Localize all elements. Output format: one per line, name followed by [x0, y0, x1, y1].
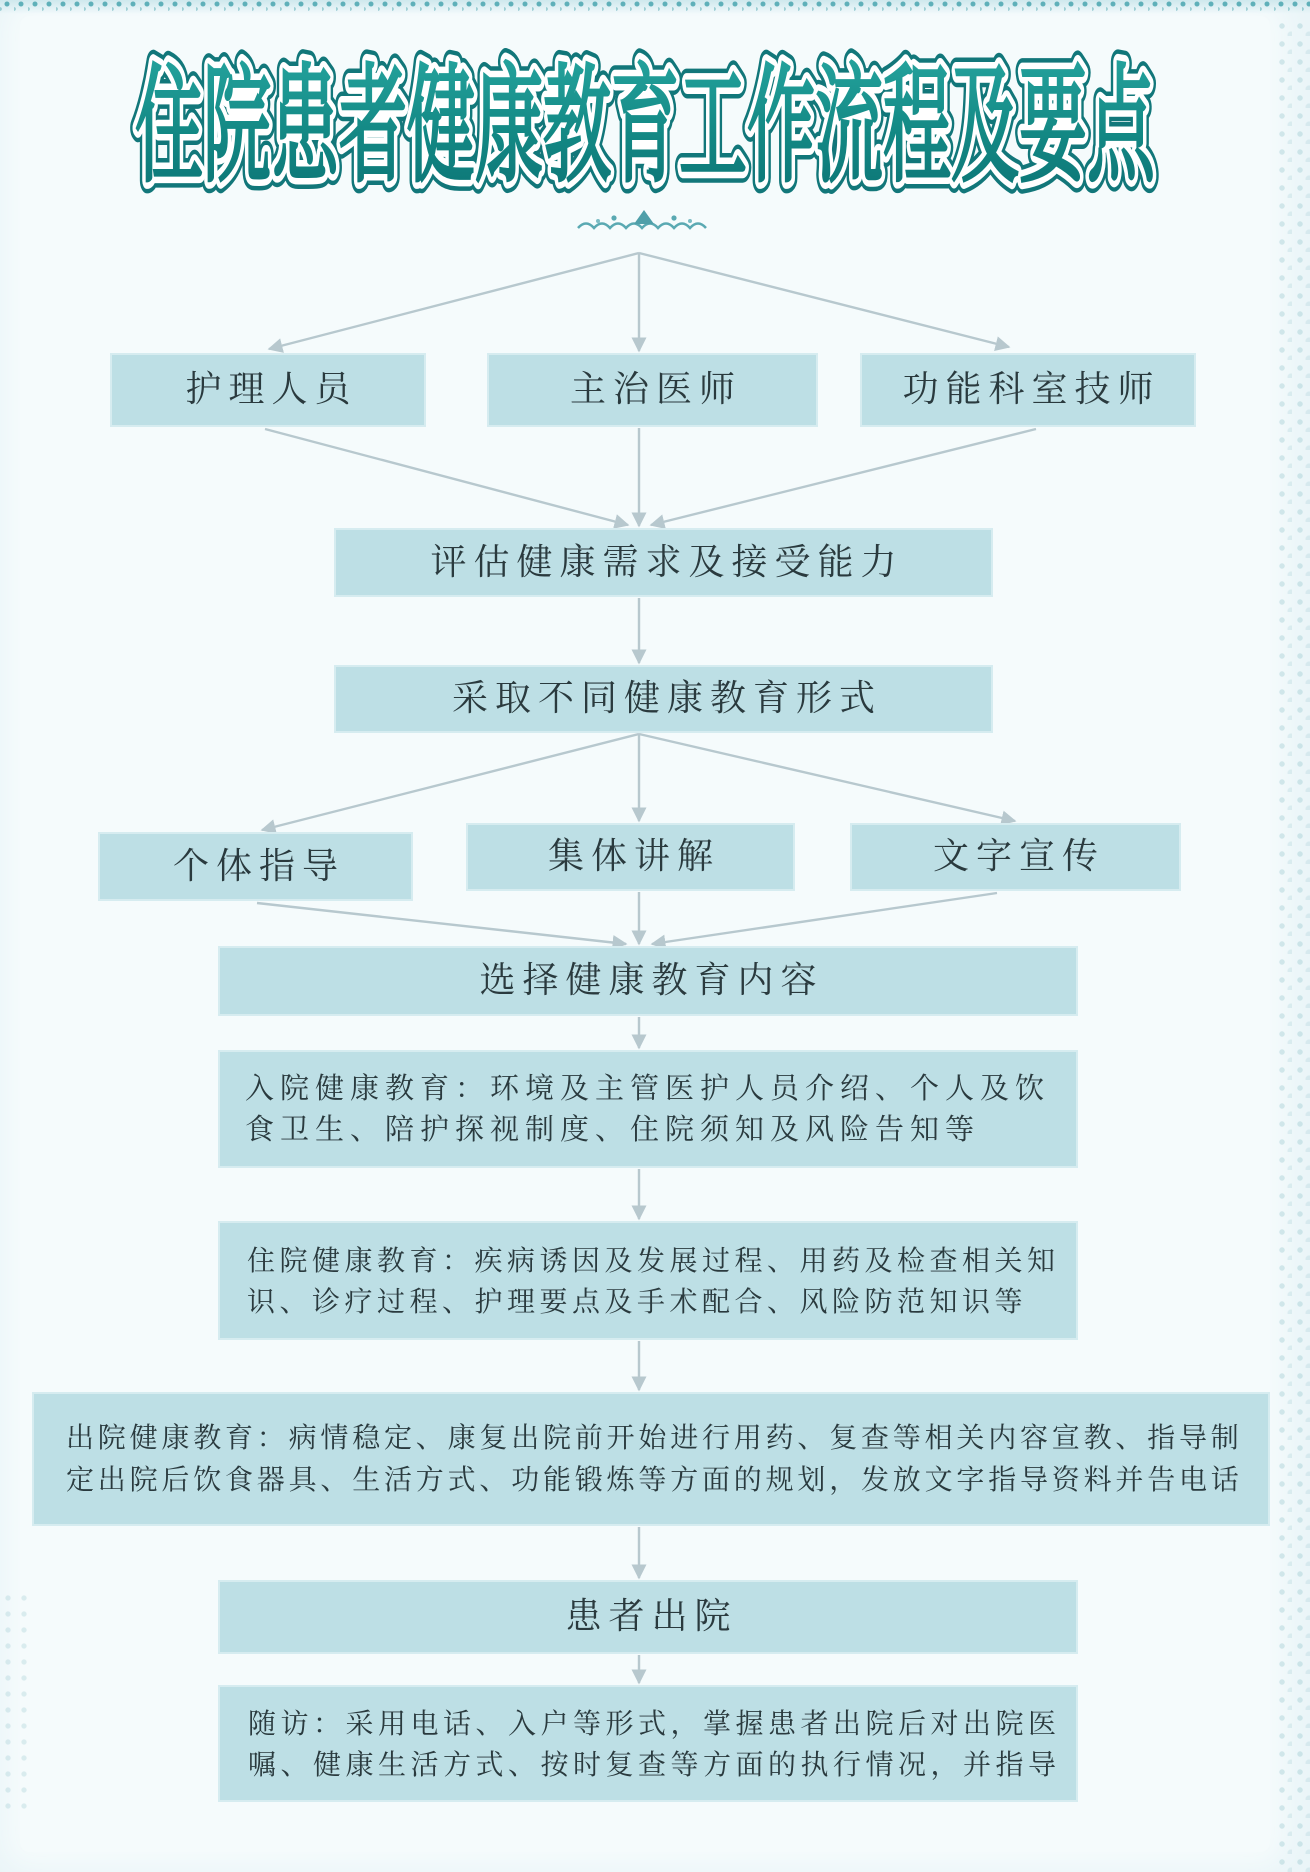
education-forms-step-label: 采取不同健康教育形式 [451, 678, 882, 719]
arrow-technician-to-assessment [651, 429, 1036, 525]
form-box-written [850, 823, 1181, 891]
arrow-forms-step-to-individual [262, 734, 639, 830]
arrow-forms-step-to-written [639, 734, 1015, 821]
form-label: 文字宣传 [932, 836, 1105, 877]
role-label: 主治医师 [569, 369, 742, 410]
role-label: 功能科室技师 [902, 369, 1161, 410]
arrow-written-to-content [652, 893, 997, 944]
role-box-nurse [110, 353, 426, 427]
discharge-box [218, 1580, 1078, 1654]
follow-up-line: 随访：采用电话、入户等形式，掌握患者出院后对出院医 [248, 1706, 1061, 1740]
role-box-technician [860, 353, 1196, 427]
arrow-individual-to-content [257, 903, 626, 944]
form-box-individual [98, 832, 413, 901]
content-selection-box [218, 946, 1078, 1016]
discharge-education-box [32, 1392, 1270, 1526]
inpatient-education-line: 识、诊疗过程、护理要点及手术配合、风险防范知识等 [247, 1284, 1028, 1318]
discharge-education-line: 定出院后饮食器具、生活方式、功能锻炼等方面的规划，发放文字指导资料并告电话 [66, 1463, 1243, 1496]
page-title: 住院患者健康教育工作流程及要点 [135, 52, 1157, 201]
follow-up-box [218, 1685, 1078, 1802]
admission-education-box [218, 1050, 1078, 1168]
discharge-label: 患者出院 [565, 1596, 738, 1637]
follow-up-line: 嘱、健康生活方式、按时复查等方面的执行情况，并指导 [248, 1747, 1061, 1781]
arrow-start-to-nurse [269, 253, 639, 349]
education-forms-step-box [334, 665, 993, 733]
admission-education-line: 食卫生、陪护探视制度、住院须知及风险告知等 [245, 1112, 981, 1146]
assessment-label: 评估健康需求及接受能力 [430, 541, 904, 583]
assessment-box [334, 528, 993, 597]
role-label: 护理人员 [185, 369, 358, 410]
admission-education-line: 入院健康教育：环境及主管医护人员介绍、个人及饮 [245, 1071, 1051, 1105]
arrow-start-to-technician [639, 253, 1009, 347]
discharge-education-line: 出院健康教育：病情稳定、康复出院前开始进行用药、复查等相关内容宣教、指导制 [66, 1421, 1243, 1454]
form-label: 个体指导 [172, 845, 345, 887]
role-box-attending-physician [487, 353, 818, 427]
page-title-outline: 住院患者健康教育工作流程及要点 [135, 52, 1157, 201]
inpatient-education-box [218, 1221, 1078, 1340]
form-label: 集体讲解 [547, 836, 720, 877]
content-selection-label: 选择健康教育内容 [479, 960, 824, 1001]
arrow-nurse-to-assessment [265, 429, 628, 525]
inpatient-education-line: 住院健康教育：疾病诱因及发展过程、用药及检查相关知 [247, 1243, 1060, 1277]
form-box-group [466, 823, 795, 891]
